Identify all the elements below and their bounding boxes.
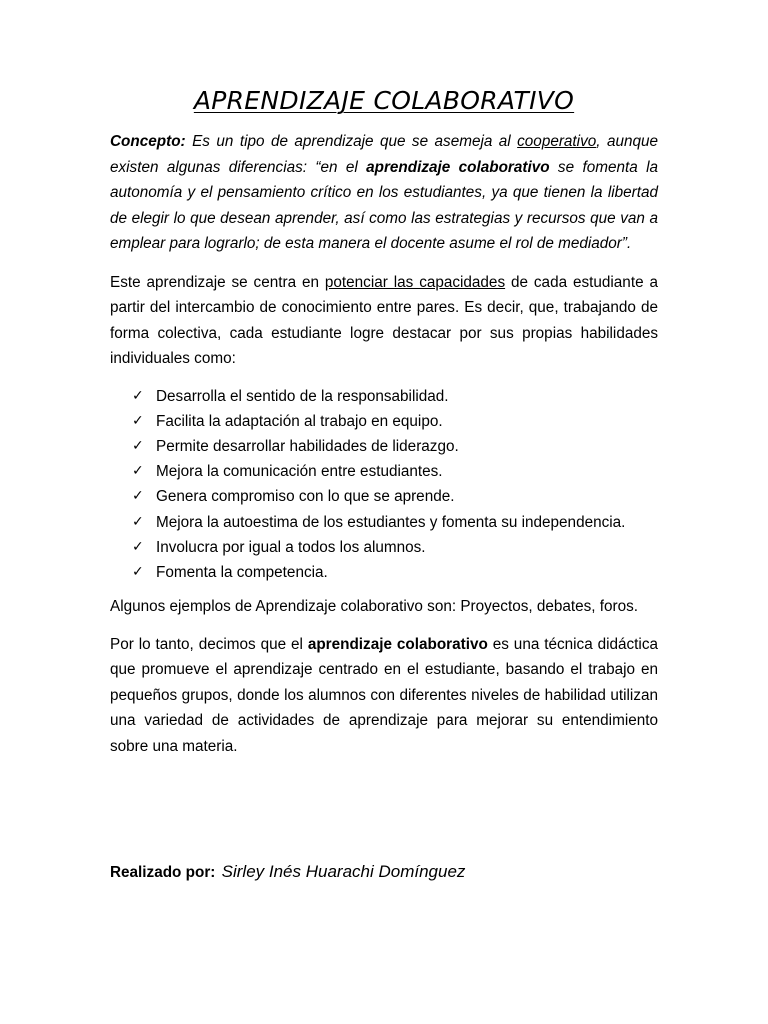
examples-paragraph: Algunos ejemplos de Aprendizaje colaborativo son: Proyectos, debates, foros.	[110, 598, 639, 616]
list-item-text: Desarrolla el sentido de la responsabilidad.	[156, 387, 449, 405]
concept-text-3: se fomenta la autonomía y el pensamiento crítico en los estudiantes, ya que tienen la libertad de elegir lo que desean aprender, así como las estrategias y recursos que van a emplear para lograrlo; de esta manera el docente asume el rol de mediador”.	[110, 158, 658, 252]
conclusion-paragraph	[110, 632, 658, 760]
intro-text-1: Este aprendizaje se centra en	[110, 273, 325, 291]
concept-text-2: , aunque existen algunas diferencias: “en el	[110, 133, 658, 176]
document-title: APRENDIZAJE COLABORATIVO	[193, 86, 575, 115]
list-item	[132, 510, 658, 535]
conclusion-text-1: Por lo tanto, decimos que el	[110, 635, 308, 653]
list-item-text: Fomenta la competencia.	[156, 563, 328, 581]
concept-text-1: Es un tipo de aprendizaje que se asemeja al	[185, 133, 518, 150]
concept-paragraph	[110, 129, 658, 257]
check-icon: ✓	[132, 538, 144, 555]
list-item-text: Genera compromiso con lo que se aprende.	[156, 488, 455, 506]
check-icon: ✓	[132, 437, 144, 454]
list-item-text: Permite desarrollar habilidades de liderazgo.	[156, 437, 459, 455]
list-item-text: Mejora la comunicación entre estudiantes.	[156, 463, 443, 481]
list-item	[132, 560, 658, 585]
intro-text-2: de cada estudiante a partir del intercambio de conocimiento entre pares. Es decir, que, trabajando de forma colectiva, cada estudiante logre destacar por sus propias habilidades individuales como:	[110, 273, 658, 367]
author-line	[110, 862, 465, 882]
check-icon: ✓	[132, 412, 144, 429]
list-item-text: Involucra por igual a todos los alumnos.	[156, 538, 426, 556]
check-icon: ✓	[132, 488, 144, 505]
check-icon: ✓	[132, 463, 144, 480]
conclusion-text-2: es una técnica didáctica que promueve el aprendizaje centrado en el estudiante, basando el trabajo en pequeños grupos, donde los alumnos con diferentes niveles de habilidad utilizan una variedad de actividades de aprendizaje para mejorar su entendimiento sobre una materia.	[110, 635, 658, 755]
benefits-list	[110, 384, 658, 586]
list-item	[132, 384, 658, 409]
author-label: Realizado por:	[110, 864, 216, 881]
list-item-text: Mejora la autoestima de los estudiantes y fomenta su independencia.	[156, 513, 626, 531]
check-icon: ✓	[132, 387, 144, 404]
list-item-text: Facilita la adaptación al trabajo en equipo.	[156, 412, 443, 430]
list-item	[132, 459, 658, 484]
conclusion-bold-term: aprendizaje colaborativo	[307, 635, 488, 653]
check-icon: ✓	[132, 563, 144, 580]
check-icon: ✓	[132, 513, 144, 530]
cooperativo-link: cooperativo	[517, 133, 597, 150]
list-item	[132, 409, 658, 434]
author-name: Sirley Inés Huarachi Domínguez	[221, 862, 466, 881]
capacidades-link: potenciar las capacidades	[324, 273, 506, 291]
concept-label: Concepto:	[110, 133, 186, 150]
list-item	[132, 434, 658, 459]
list-item	[132, 484, 658, 509]
intro-paragraph	[110, 270, 658, 372]
concept-bold-term: aprendizaje colaborativo	[366, 158, 550, 176]
list-item	[132, 535, 658, 560]
